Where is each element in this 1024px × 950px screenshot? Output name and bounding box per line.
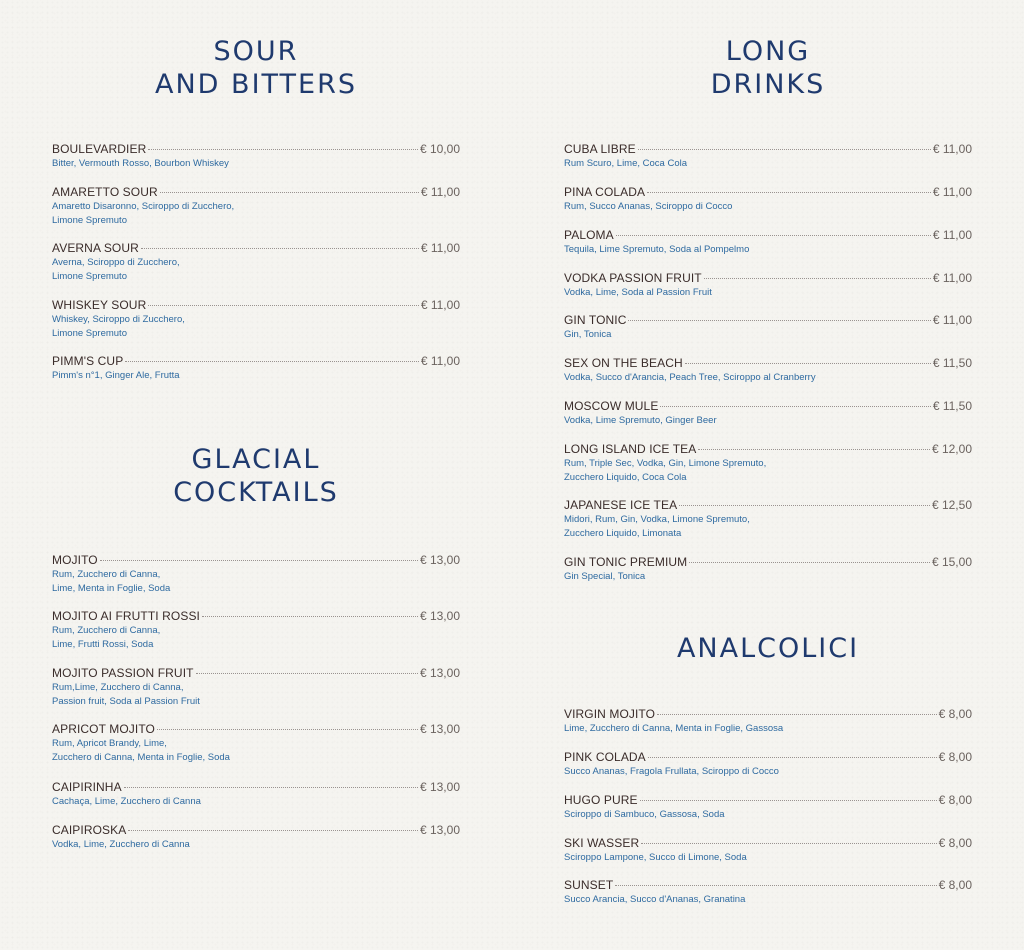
menu-item — [52, 822, 460, 852]
dot-leader — [660, 406, 930, 407]
dot-leader — [638, 149, 931, 150]
item-price: € 13,00 — [419, 823, 460, 837]
item-ingredients: Rum, Zucchero di Canna, Lime, Menta in Foglie, Soda — [52, 569, 171, 594]
item-ingredients: Whiskey, Sciroppo di Zucchero, Limone Spremuto — [52, 314, 185, 339]
item-price: € 15,00 — [931, 555, 972, 569]
item-name: SKI WASSER — [564, 836, 640, 850]
dot-leader — [141, 248, 419, 249]
item-ingredients: Gin Special, Tonica — [564, 571, 646, 582]
item-name: BOULEVARDIER — [52, 142, 147, 156]
dot-leader — [685, 363, 931, 364]
item-name: MOJITO PASSION FRUIT — [52, 666, 194, 680]
menu-item — [564, 441, 972, 484]
dot-leader — [647, 192, 931, 193]
section-title-glacial-cocktails: GLACIAL COCKTAILS — [173, 444, 339, 508]
dot-leader — [100, 560, 418, 561]
item-ingredients: Amaretto Disaronno, Sciroppo di Zucchero, Limone Spremuto — [52, 201, 235, 226]
item-name: MOSCOW MULE — [564, 399, 659, 413]
menu-item — [564, 706, 972, 736]
item-ingredients: Midori, Rum, Gin, Vodka, Limone Spremuto, Zucchero Liquido, Limonata — [564, 514, 750, 539]
menu-item — [564, 141, 972, 171]
item-price: € 8,00 — [938, 793, 972, 807]
item-ingredients: Bitter, Vermouth Rosso, Bourbon Whiskey — [52, 158, 229, 169]
item-ingredients: Vodka, Lime, Soda al Passion Fruit — [564, 287, 712, 298]
item-name: SEX ON THE BEACH — [564, 356, 683, 370]
item-price: € 11,00 — [420, 354, 460, 368]
item-price: € 13,00 — [419, 609, 460, 623]
menu-item — [52, 779, 460, 809]
dot-leader — [657, 714, 937, 715]
item-ingredients: Vodka, Lime, Zucchero di Canna — [52, 839, 190, 850]
dot-leader — [616, 235, 931, 236]
item-name: MOJITO — [52, 553, 98, 567]
menu-item — [564, 792, 972, 822]
item-price: € 11,00 — [932, 271, 972, 285]
item-price: € 11,00 — [420, 298, 460, 312]
menu-item — [52, 353, 460, 383]
dot-leader — [640, 800, 937, 801]
dot-leader — [148, 149, 418, 150]
menu-item — [52, 141, 460, 171]
item-ingredients: Rum Scuro, Lime, Coca Cola — [564, 158, 688, 169]
menu-item — [52, 721, 460, 764]
dot-leader — [648, 757, 937, 758]
dot-leader — [628, 320, 930, 321]
section-title-analcolici: ANALCOLICI — [676, 633, 860, 664]
item-name: SUNSET — [564, 878, 614, 892]
item-ingredients: Rum, Apricot Brandy, Lime, Zucchero di Canna, Menta in Foglie, Soda — [52, 738, 230, 763]
item-price: € 10,00 — [419, 142, 460, 156]
item-name: GIN TONIC — [564, 313, 627, 327]
menu-item — [52, 552, 460, 595]
item-name: AVERNA SOUR — [52, 241, 139, 255]
menu-item — [564, 497, 972, 540]
item-ingredients: Averna, Sciroppo di Zucchero, Limone Spremuto — [52, 257, 180, 282]
dot-leader — [679, 505, 930, 506]
item-ingredients: Sciroppo Lampone, Succo di Limone, Soda — [564, 852, 747, 863]
item-price: € 11,00 — [420, 185, 460, 199]
dot-leader — [615, 885, 936, 886]
item-name: CAIPIRINHA — [52, 780, 122, 794]
item-ingredients: Gin, Tonica — [564, 329, 612, 340]
item-price: € 11,00 — [932, 185, 972, 199]
menu-item — [564, 355, 972, 385]
item-name: VODKA PASSION FRUIT — [564, 271, 702, 285]
menu-item — [564, 227, 972, 257]
menu-item — [564, 749, 972, 779]
item-price: € 11,50 — [932, 399, 972, 413]
item-price: € 8,00 — [938, 707, 972, 721]
item-price: € 8,00 — [938, 750, 972, 764]
item-name: CAIPIROSKA — [52, 823, 127, 837]
item-ingredients: Sciroppo di Sambuco, Gassosa, Soda — [564, 809, 725, 820]
section-title-sour-and-bitters: SOUR AND BITTERS — [155, 36, 357, 100]
item-name: PINK COLADA — [564, 750, 646, 764]
dot-leader — [125, 361, 419, 362]
item-price: € 11,50 — [932, 356, 972, 370]
item-name: JAPANESE ICE TEA — [564, 498, 678, 512]
dot-leader — [124, 787, 418, 788]
item-name: CUBA LIBRE — [564, 142, 636, 156]
item-price: € 13,00 — [419, 722, 460, 736]
item-ingredients: Rum, Succo Ananas, Sciroppo di Cocco — [564, 201, 733, 212]
item-ingredients: Succo Arancia, Succo d'Ananas, Granatina — [564, 894, 746, 905]
item-ingredients: Vodka, Lime Spremuto, Ginger Beer — [564, 415, 717, 426]
item-ingredients: Cachaça, Lime, Zucchero di Canna — [52, 796, 201, 807]
menu-item — [564, 554, 972, 584]
dot-leader — [689, 562, 930, 563]
item-price: € 8,00 — [938, 836, 972, 850]
item-name: LONG ISLAND ICE TEA — [564, 442, 697, 456]
dot-leader — [148, 305, 419, 306]
item-ingredients: Tequila, Lime Spremuto, Soda al Pompelmo — [564, 244, 750, 255]
item-price: € 11,00 — [932, 142, 972, 156]
item-ingredients: Rum, Zucchero di Canna, Lime, Frutti Rossi, Soda — [52, 625, 161, 650]
dot-leader — [128, 830, 418, 831]
item-name: HUGO PURE — [564, 793, 638, 807]
item-name: MOJITO AI FRUTTI ROSSI — [52, 609, 200, 623]
item-name: WHISKEY SOUR — [52, 298, 147, 312]
item-price: € 13,00 — [419, 666, 460, 680]
item-price: € 11,00 — [420, 241, 460, 255]
dot-leader — [196, 673, 418, 674]
item-price: € 12,50 — [931, 498, 972, 512]
section-title-long-drinks: LONG DRINKS — [710, 36, 826, 100]
item-price: € 12,00 — [931, 442, 972, 456]
item-ingredients: Lime, Zucchero di Canna, Menta in Foglie, Gassosa — [564, 723, 784, 734]
menu-item — [564, 312, 972, 342]
menu-item — [564, 270, 972, 300]
dot-leader — [160, 192, 419, 193]
dot-leader — [641, 843, 936, 844]
menu-item — [564, 184, 972, 214]
menu-item — [52, 665, 460, 708]
item-ingredients: Vodka, Succo d'Arancia, Peach Tree, Sciroppo al Cranberry — [564, 372, 816, 383]
item-name: PINA COLADA — [564, 185, 646, 199]
item-price: € 8,00 — [938, 878, 972, 892]
menu-item — [52, 297, 460, 340]
menu-item — [52, 184, 460, 227]
item-price: € 11,00 — [932, 313, 972, 327]
item-name: PIMM'S CUP — [52, 354, 124, 368]
menu-item — [564, 877, 972, 907]
item-name: APRICOT MOJITO — [52, 722, 155, 736]
item-ingredients: Succo Ananas, Fragola Frullata, Sciroppo di Cocco — [564, 766, 779, 777]
menu-item — [564, 835, 972, 865]
item-price: € 13,00 — [419, 553, 460, 567]
dot-leader — [157, 729, 418, 730]
item-ingredients: Rum, Triple Sec, Vodka, Gin, Limone Spremuto, Zucchero Liquido, Coca Cola — [564, 458, 767, 483]
dot-leader — [704, 278, 931, 279]
item-name: VIRGIN MOJITO — [564, 707, 656, 721]
item-name: PALOMA — [564, 228, 614, 242]
item-ingredients: Pimm's n°1, Ginger Ale, Frutta — [52, 370, 180, 381]
item-price: € 13,00 — [419, 780, 460, 794]
menu-item — [52, 608, 460, 651]
menu-item — [564, 398, 972, 428]
dot-leader — [202, 616, 418, 617]
item-name: GIN TONIC PREMIUM — [564, 555, 688, 569]
item-name: AMARETTO SOUR — [52, 185, 158, 199]
item-ingredients: Rum,Lime, Zucchero di Canna, Passion fruit, Soda al Passion Fruit — [52, 682, 200, 707]
dot-leader — [698, 449, 930, 450]
item-price: € 11,00 — [932, 228, 972, 242]
menu-item — [52, 240, 460, 283]
